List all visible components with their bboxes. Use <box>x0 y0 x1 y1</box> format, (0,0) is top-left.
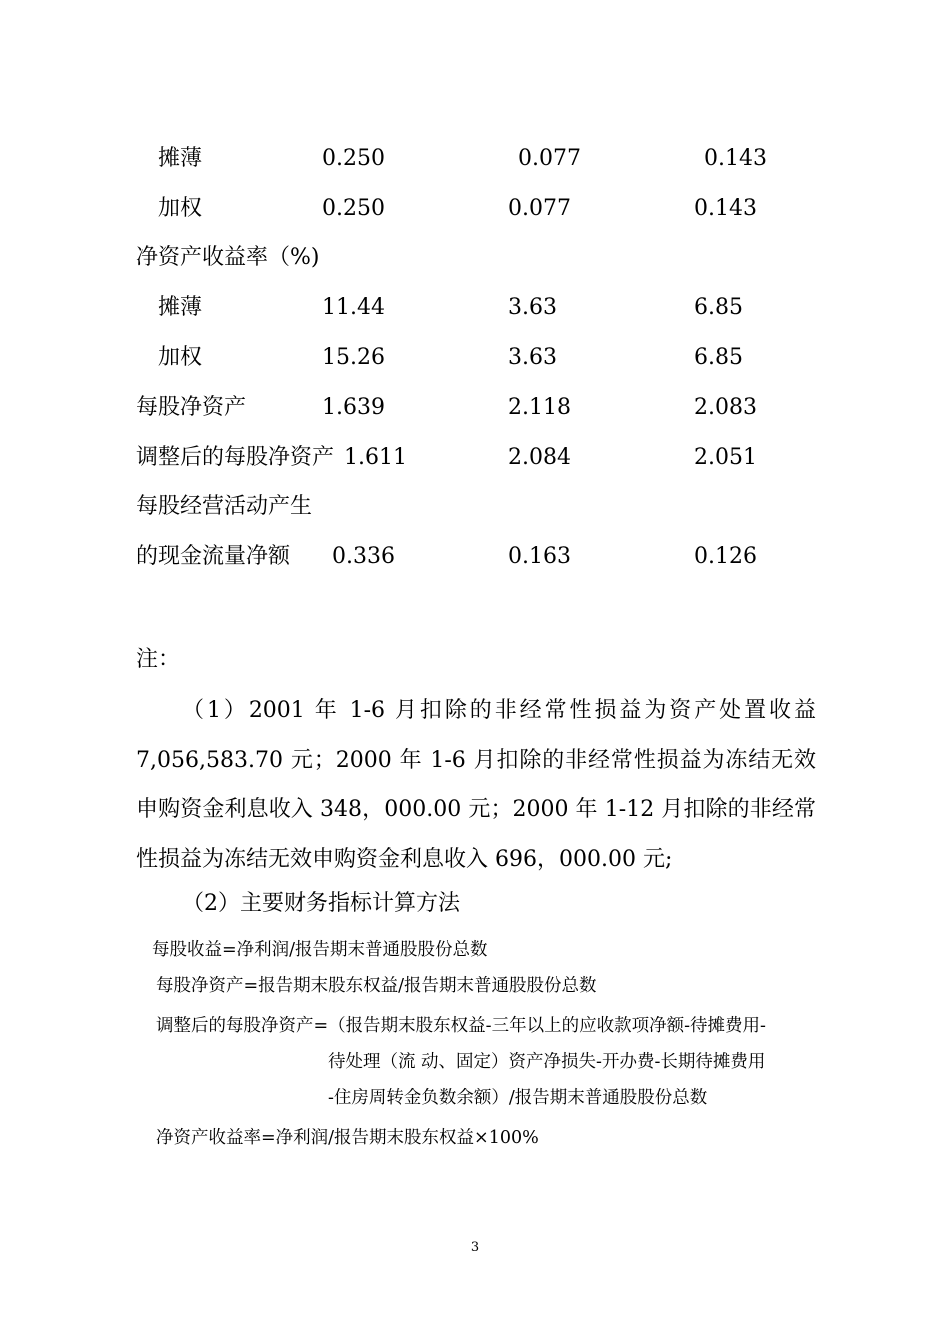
formula-eps: 每股收益=净利润/报告期末普通股股份总数 <box>152 940 488 960</box>
page-number: 3 <box>470 1240 480 1255</box>
formula-adjusted-nav-line1: 调整后的每股净资产=（报告期末股东权益-三年以上的应收款项净额-待摊费用- <box>156 1016 766 1036</box>
table-row <box>0 438 950 478</box>
value-col-1: 1.639 <box>322 395 385 420</box>
row-label: 加权 <box>158 345 203 370</box>
value-col-2: 0.163 <box>508 544 571 569</box>
value-col-3: 6.85 <box>694 295 743 320</box>
value-col-1: 0.336 <box>332 544 395 569</box>
table-row <box>0 338 950 378</box>
table-row <box>0 238 950 278</box>
row-label: 的现金流量净额 <box>136 544 291 569</box>
value-col-3: 0.143 <box>704 146 767 171</box>
value-col-2: 2.084 <box>508 445 571 470</box>
value-col-1: 15.26 <box>322 345 385 370</box>
table-row <box>0 139 950 179</box>
table-row <box>0 189 950 229</box>
note-1-paragraph: （1）2001 年 1-6 月扣除的非经常性损益为资产处置收益 7,056,583.70 元；2000 年 1-6 月扣除的非经常性损益为冻结无效申购资金利息收入 348，000.00 元；2000 年 1-12 月扣除的非经常性损益为冻结无效申购资金利息收入 696，000.00 元; <box>136 698 816 872</box>
value-col-2: 0.077 <box>518 146 581 171</box>
row-label: 每股经营活动产生 <box>136 494 313 519</box>
formula-adjusted-nav-line3: -住房周转金负数余额）/报告期末普通股股份总数 <box>328 1088 708 1108</box>
row-label: 摊薄 <box>158 146 203 171</box>
row-label: 加权 <box>158 196 203 221</box>
formula-nav-per-share: 每股净资产=报告期末股东权益/报告期末普通股股份总数 <box>156 976 597 996</box>
row-label: 摊薄 <box>158 295 203 320</box>
value-col-3: 6.85 <box>694 345 743 370</box>
formula-adjusted-nav-line2: 待处理（流 动、固定）资产净损失-开办费-长期待摊费用 <box>328 1052 766 1072</box>
value-col-3: 2.051 <box>694 445 757 470</box>
value-col-1: 1.611 <box>344 445 407 470</box>
note-2-heading: （2）主要财务指标计算方法 <box>182 891 460 916</box>
value-col-2: 2.118 <box>508 395 571 420</box>
table-row <box>0 487 950 527</box>
notes-label: 注： <box>136 647 181 672</box>
value-col-1: 11.44 <box>322 295 385 320</box>
value-col-2: 3.63 <box>508 295 557 320</box>
value-col-3: 0.143 <box>694 196 757 221</box>
value-col-1: 0.250 <box>322 146 385 171</box>
table-row <box>0 388 950 428</box>
value-col-2: 3.63 <box>508 345 557 370</box>
value-col-3: 2.083 <box>694 395 757 420</box>
row-label: 调整后的每股净资产 <box>136 445 335 470</box>
value-col-3: 0.126 <box>694 544 757 569</box>
formula-roe: 净资产收益率=净利润/报告期末股东权益×100% <box>156 1128 539 1148</box>
row-label: 每股净资产 <box>136 395 247 420</box>
table-row <box>0 537 950 577</box>
table-row <box>0 288 950 328</box>
value-col-2: 0.077 <box>508 196 571 221</box>
row-label: 净资产收益率（%) <box>136 245 320 270</box>
value-col-1: 0.250 <box>322 196 385 221</box>
